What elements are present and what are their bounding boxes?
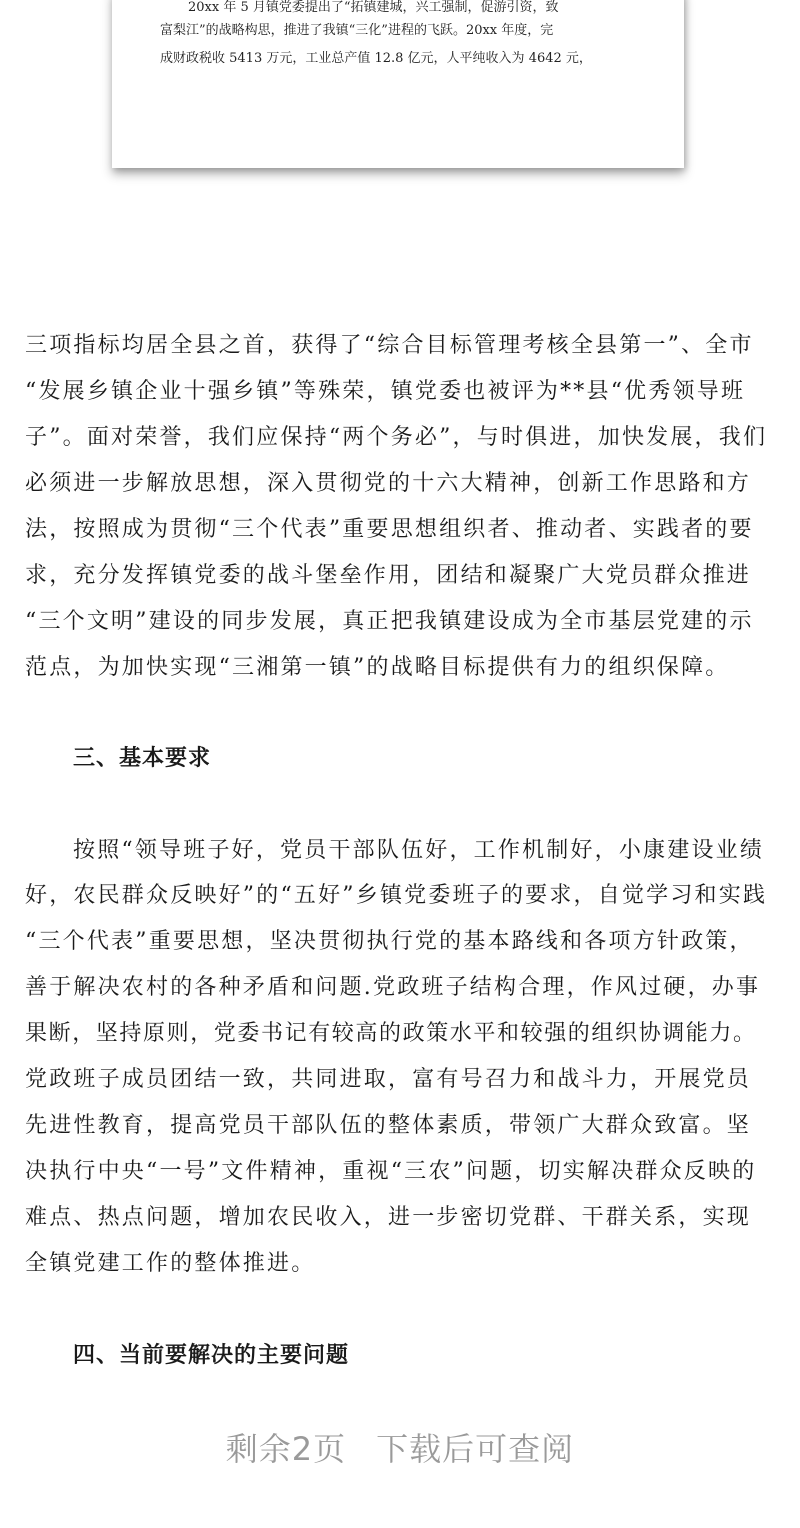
text-line: 法，按照成为贯彻“三个代表”重要思想组织者、推动者、实践者的要 [25,517,754,542]
text-line: 子”。面对荣誉，我们应保持“两个务必”，与时俱进，加快发展，我们 [25,425,768,450]
text-line: 按照“领导班子好，党员干部队伍好，工作机制好，小康建设业绩 [73,838,765,863]
preview-line: 20xx 年 5 月镇党委提出了“拓镇建城，兴工强制，促游引资，致 [188,0,559,15]
text-line: 善于解决农村的各种矛盾和问题.党政班子结构合理，作风过硬，办事 [25,975,761,1000]
text-line: 好，农民群众反映好”的“五好”乡镇党委班子的要求，自觉学习和实践 [25,883,768,908]
text-line: 必须进一步解放思想，深入贯彻党的十六大精神，创新工作思路和方 [25,471,752,496]
text-line: 三项指标均居全县之首，获得了“综合目标管理考核全县第一”、全市 [25,333,754,358]
text-line: “三个文明”建设的同步发展，真正把我镇建设成为全市基层党建的示 [25,609,754,634]
text-line: “发展乡镇企业十强乡镇”等殊荣，镇党委也被评为**县“优秀领导班 [25,379,746,404]
text-line: “三个代表”重要思想，坚决贯彻执行党的基本路线和各项方针政策， [25,929,754,954]
text-line: 决执行中央“一号”文件精神，重视“三农”问题，切实解决群众反映的 [25,1159,757,1184]
remaining-pages-label: 剩余2页 [225,1430,347,1468]
text-line: 党政班子成员团结一致，共同进取，富有号召力和战斗力，开展党员 [25,1067,752,1092]
text-line: 求，充分发挥镇党委的战斗堡垒作用，团结和凝聚广大党员群众推进 [25,563,752,588]
download-hint[interactable] [0,1425,800,1473]
preview-line: 成财政税收 5413 万元，工业总产值 12.8 亿元，人平纯收入为 4642 元， [160,51,592,66]
text-line: 范点，为加快实现“三湘第一镇”的战略目标提供有力的组织保障。 [25,655,730,680]
page-preview-card [112,0,684,168]
text-line: 先进性教育，提高党员干部队伍的整体素质，带领广大群众致富。坚 [25,1113,752,1138]
preview-line: 富梨江”的战略构思，推进了我镇“三化”进程的飞跃。20xx 年度，完 [160,23,554,38]
download-to-view-label: 下载后可查阅 [376,1430,575,1468]
section-heading-3: 三、基本要求 [73,746,212,771]
section-heading-4: 四、当前要解决的主要问题 [73,1343,350,1368]
text-line: 难点、热点问题，增加农民收入，进一步密切党群、干群关系，实现 [25,1205,752,1230]
text-line: 果断，坚持原则，党委书记有较高的政策水平和较强的组织协调能力。 [25,1021,757,1046]
text-line: 全镇党建工作的整体推进。 [25,1251,316,1276]
